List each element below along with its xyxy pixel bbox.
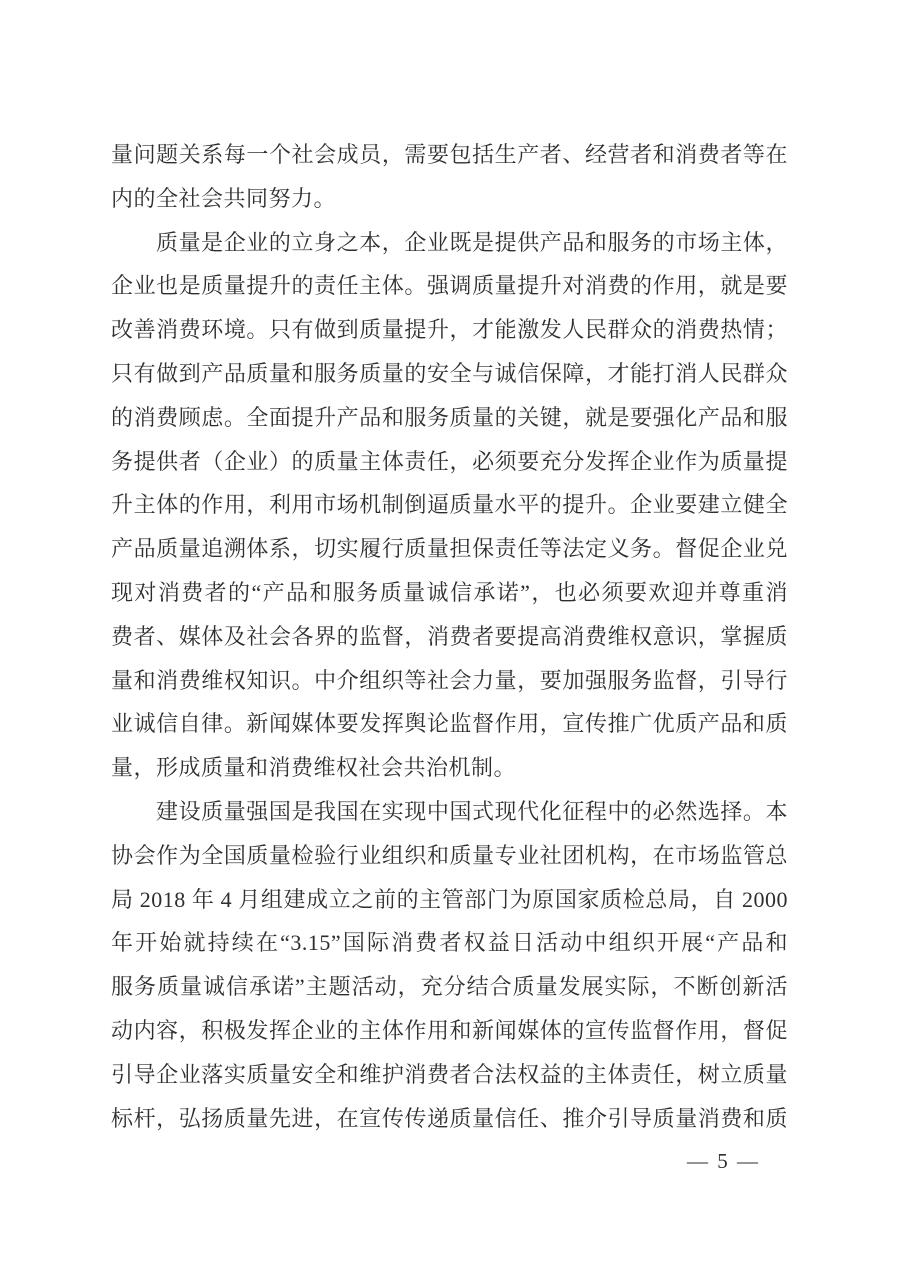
text-line: 局 2018 年 4 月组建成立之前的主管部门为原国家质检总局，自 2000 (111, 886, 788, 912)
text-line: 业诚信自律。新闻媒体要发挥舆论监督作用，宣传推广优质产品和质 (111, 711, 788, 737)
body-text (111, 133, 788, 1140)
text-line: 量和消费维权知识。中介组织等社会力量，要加强服务监督，引导行 (111, 667, 788, 693)
text-line: 升主体的作用，利用市场机制倒逼质量水平的提升。企业要建立健全 (111, 492, 788, 518)
text-line: 企业也是质量提升的责任主体。强调质量提升对消费的作用，就是要 (111, 273, 788, 299)
text-line: 产品质量追溯体系，切实履行质量担保责任等法定义务。督促企业兑 (111, 536, 788, 562)
text-line: 引导企业落实质量安全和维护消费者合法权益的主体责任，树立质量 (111, 1061, 788, 1087)
text-line: 只有做到产品质量和服务质量的安全与诚信保障，才能打消人民群众 (111, 360, 788, 386)
text-line: 改善消费环境。只有做到质量提升，才能激发人民群众的消费热情； (111, 317, 788, 343)
text-line: 的消费顾虑。全面提升产品和服务质量的关键，就是要强化产品和服 (111, 404, 788, 430)
text-line: 质量是企业的立身之本，企业既是提供产品和服务的市场主体， (156, 229, 788, 255)
text-line: 内的全社会共同努力。 (111, 185, 337, 211)
text-line: 协会作为全国质量检验行业组织和质量专业社团机构，在市场监管总 (111, 842, 788, 868)
text-line: 量，形成质量和消费维权社会共治机制。 (111, 755, 517, 781)
text-line: 建设质量强国是我国在实现中国式现代化征程中的必然选择。本 (156, 798, 788, 824)
text-line: 费者、媒体及社会各界的监督，消费者要提高消费维权意识，掌握质 (111, 623, 788, 649)
text-line: 现对消费者的“产品和服务质量诚信承诺”，也必须要欢迎并尊重消 (111, 579, 788, 605)
text-line: 量问题关系每一个社会成员，需要包括生产者、经营者和消费者等在 (111, 142, 788, 167)
text-line: 年开始就持续在“3.15”国际消费者权益日活动中组织开展“产品和 (111, 930, 788, 956)
text-line: 标杆，弘扬质量先进，在宣传传递质量信任、推介引导质量消费和质 (111, 1105, 788, 1131)
text-line: 务提供者（企业）的质量主体责任，必须要充分发挥企业作为质量提 (111, 448, 788, 474)
text-line: 动内容，积极发挥企业的主体作用和新闻媒体的宣传监督作用，督促 (111, 1017, 788, 1043)
page-number: — 5 — (687, 1149, 760, 1174)
text-line: 服务质量诚信承诺”主题活动，充分结合质量发展实际，不断创新活 (111, 974, 788, 1000)
